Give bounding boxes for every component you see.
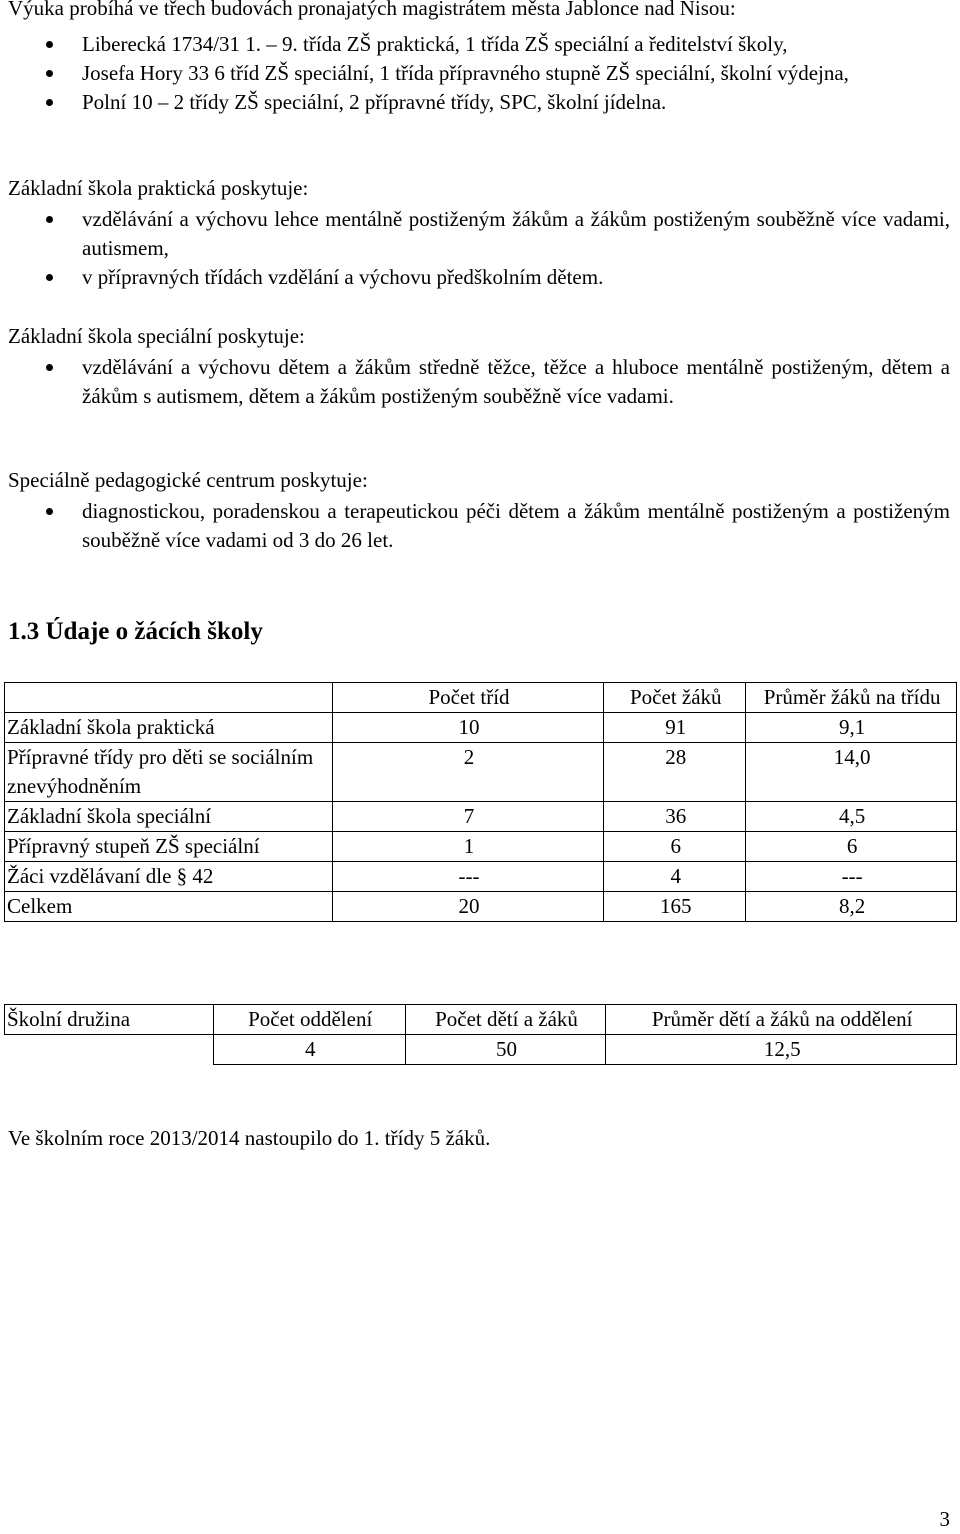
- list-item: [0, 205, 950, 263]
- table-header-cell: Počet oddělení: [213, 1005, 405, 1035]
- table-row: [5, 713, 957, 743]
- list-item-text: Polní 10 – 2 třídy ZŠ speciální, 2 přípravné třídy, SPC, školní jídelna.: [82, 90, 667, 114]
- list-item-text: Liberecká 1734/31 1. – 9. třída ZŠ praktická, 1 třída ZŠ speciální a ředitelství školy,: [82, 32, 788, 56]
- table-cell: ---: [746, 862, 957, 892]
- table-header-cell: Počet dětí a žáků: [405, 1005, 606, 1035]
- list-item: [0, 59, 950, 88]
- table-header-cell: Počet tříd: [332, 683, 604, 713]
- pupils-table: [4, 682, 957, 922]
- table-header-row: [5, 683, 957, 713]
- table-cell: 14,0: [746, 743, 957, 802]
- table-cell: 20: [332, 892, 604, 922]
- table-cell: Základní škola praktická: [5, 713, 333, 743]
- spc-list: [0, 497, 950, 555]
- list-item-text: vzdělávání a výchovu dětem a žákům středně těžce, těžce a hluboce mentálně postiženým, dětem a žákům s autismem, dětem a žákům postiženým souběžně více vadami.: [82, 355, 950, 408]
- zs-specialni-list: [0, 353, 950, 411]
- table-cell: ---: [332, 862, 604, 892]
- table-cell: 6: [604, 832, 746, 862]
- table-cell: 50: [405, 1035, 606, 1065]
- table-cell: Žáci vzdělávaní dle § 42: [5, 862, 333, 892]
- table-cell: 36: [604, 802, 746, 832]
- bullet-icon: [46, 274, 53, 281]
- zs-prakticka-list: [0, 205, 950, 292]
- list-item-text: diagnostickou, poradenskou a terapeutickou péči dětem a žákům mentálně postiženým a postiženým souběžně více vadami od 3 do 26 let.: [82, 499, 950, 552]
- table-cell: 12,5: [606, 1035, 957, 1065]
- section-heading: 1.3 Údaje o žácích školy: [8, 618, 263, 645]
- table-cell: 7: [332, 802, 604, 832]
- table-cell: Celkem: [5, 892, 333, 922]
- table-cell: 8,2: [746, 892, 957, 922]
- bullet-icon: [46, 364, 53, 371]
- table-cell: Přípravné třídy pro děti se sociálním znevýhodněním: [5, 743, 333, 802]
- list-item: [0, 263, 950, 292]
- table-cell: 6: [746, 832, 957, 862]
- buildings-list: [0, 30, 950, 117]
- table-header-cell: Průměr dětí a žáků na oddělení: [606, 1005, 957, 1035]
- intro-paragraph: Výuka probíhá ve třech budovách pronajatých magistrátem města Jablonce nad Nisou:: [8, 0, 736, 20]
- table-header-cell: Průměr žáků na třídu: [746, 683, 957, 713]
- list-item-text: vzdělávání a výchovu lehce mentálně postiženým žákům a žákům postiženým souběžně více vadami, autismem,: [82, 207, 950, 260]
- list-item: [0, 353, 950, 411]
- table-cell: 1: [332, 832, 604, 862]
- table-cell: 2: [332, 743, 604, 802]
- table-header-cell: [5, 683, 333, 713]
- table-cell: 165: [604, 892, 746, 922]
- zs-specialni-title: Základní škola speciální poskytuje:: [8, 324, 305, 348]
- bullet-icon: [46, 99, 53, 106]
- zs-prakticka-title: Základní škola praktická poskytuje:: [8, 176, 309, 200]
- table-cell: [5, 1035, 214, 1065]
- page-number: 3: [939, 1507, 950, 1531]
- list-item: [0, 88, 950, 117]
- table-cell: 91: [604, 713, 746, 743]
- table-cell: Přípravný stupeň ZŠ speciální: [5, 832, 333, 862]
- table-cell: 4: [604, 862, 746, 892]
- druzina-table: [4, 1004, 957, 1065]
- table-row: [5, 862, 957, 892]
- list-item: [0, 497, 950, 555]
- table-cell: 4,5: [746, 802, 957, 832]
- bullet-icon: [46, 216, 53, 223]
- table-cell: 4: [213, 1035, 405, 1065]
- table-row: [5, 832, 957, 862]
- footer-note: Ve školním roce 2013/2014 nastoupilo do 1. třídy 5 žáků.: [8, 1126, 491, 1150]
- table-header-row: [5, 1005, 957, 1035]
- table-header-cell: Počet žáků: [604, 683, 746, 713]
- bullet-icon: [46, 508, 53, 515]
- table-row: [5, 743, 957, 802]
- table-row: [5, 892, 957, 922]
- list-item-text: v přípravných třídách vzdělání a výchovu předškolním dětem.: [82, 265, 604, 289]
- table-cell: 10: [332, 713, 604, 743]
- table-header-cell: Školní družina: [5, 1005, 214, 1035]
- spc-title: Speciálně pedagogické centrum poskytuje:: [8, 468, 368, 492]
- table-row: [5, 1035, 957, 1065]
- table-cell: Základní škola speciální: [5, 802, 333, 832]
- table-row: [5, 802, 957, 832]
- table-cell: 9,1: [746, 713, 957, 743]
- list-item: [0, 30, 950, 59]
- bullet-icon: [46, 41, 53, 48]
- bullet-icon: [46, 70, 53, 77]
- list-item-text: Josefa Hory 33 6 tříd ZŠ speciální, 1 třída přípravného stupně ZŠ speciální, školní výdejna,: [82, 61, 849, 85]
- table-cell: 28: [604, 743, 746, 802]
